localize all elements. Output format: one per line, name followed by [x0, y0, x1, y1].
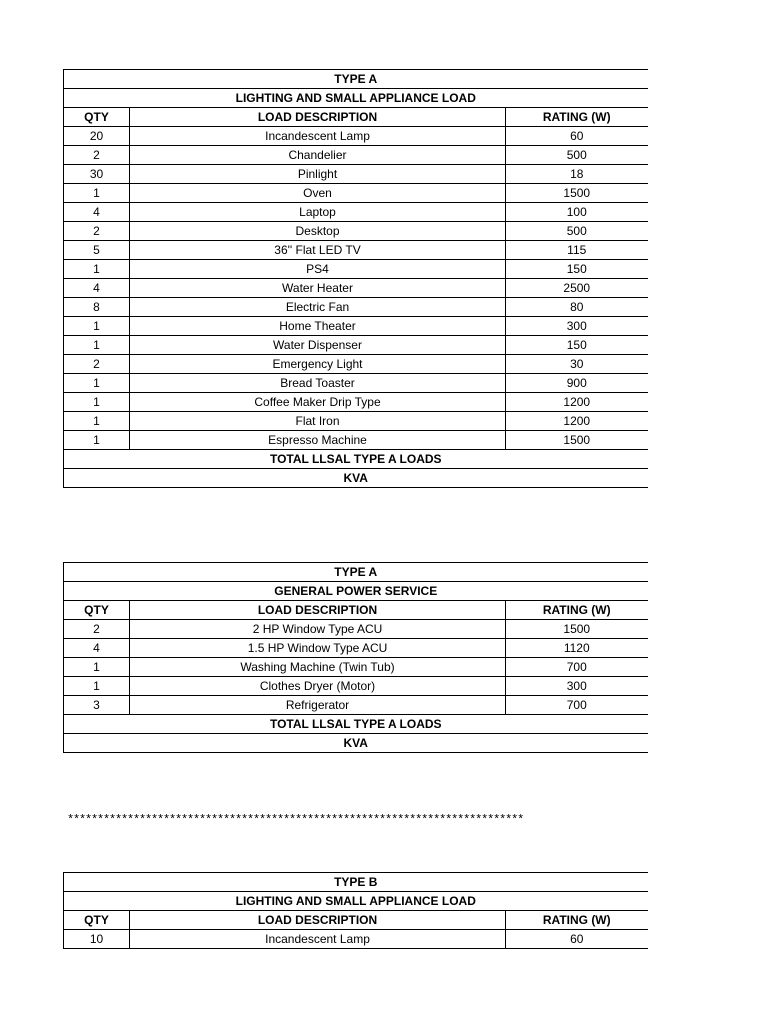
rating-cell: 500	[506, 222, 648, 241]
description-cell: Laptop	[130, 203, 506, 222]
table-row	[64, 279, 648, 298]
column-header-description: LOAD DESCRIPTION	[130, 911, 506, 930]
table-row	[64, 412, 648, 431]
rating-cell: 300	[506, 677, 648, 696]
column-header-qty: QTY	[64, 108, 130, 127]
table-row	[64, 298, 648, 317]
column-header-qty: QTY	[64, 911, 130, 930]
qty-cell: 1	[64, 412, 130, 431]
column-header-row	[64, 911, 648, 930]
qty-cell: 1	[64, 658, 130, 677]
description-cell: Oven	[130, 184, 506, 203]
table-row	[64, 639, 648, 658]
rating-cell: 1500	[506, 620, 648, 639]
load-table-type-a-lighting	[63, 69, 648, 488]
description-cell: Pinlight	[130, 165, 506, 184]
table-row	[64, 165, 648, 184]
description-cell: Washing Machine (Twin Tub)	[130, 658, 506, 677]
table-footer-row	[64, 450, 648, 469]
qty-cell: 3	[64, 696, 130, 715]
qty-cell: 1	[64, 374, 130, 393]
qty-cell: 1	[64, 336, 130, 355]
rating-cell: 1500	[506, 184, 648, 203]
rating-cell: 1200	[506, 393, 648, 412]
column-header-rating: RATING (W)	[506, 601, 648, 620]
table-footer-row	[64, 715, 648, 734]
table-row	[64, 146, 648, 165]
rating-cell: 300	[506, 317, 648, 336]
rating-cell: 150	[506, 260, 648, 279]
rating-cell: 1200	[506, 412, 648, 431]
rating-cell: 1120	[506, 639, 648, 658]
description-cell: Home Theater	[130, 317, 506, 336]
rating-cell: 700	[506, 658, 648, 677]
column-header-row	[64, 108, 648, 127]
qty-cell: 1	[64, 393, 130, 412]
description-cell: Electric Fan	[130, 298, 506, 317]
kva-label: KVA	[64, 734, 648, 753]
table-row	[64, 260, 648, 279]
description-cell: Chandelier	[130, 146, 506, 165]
rating-cell: 900	[506, 374, 648, 393]
description-cell: Incandescent Lamp	[130, 127, 506, 146]
rating-cell: 115	[506, 241, 648, 260]
total-loads-label: TOTAL LLSAL TYPE A LOADS	[64, 715, 648, 734]
qty-cell: 1	[64, 260, 130, 279]
description-cell: Incandescent Lamp	[130, 930, 506, 949]
description-cell: Water Dispenser	[130, 336, 506, 355]
table-row	[64, 355, 648, 374]
rating-cell: 60	[506, 930, 648, 949]
table-footer-row	[64, 734, 648, 753]
table-title-row	[64, 70, 648, 89]
table-row	[64, 696, 648, 715]
table-row	[64, 393, 648, 412]
total-loads-label: TOTAL LLSAL TYPE A LOADS	[64, 450, 648, 469]
column-header-row	[64, 601, 648, 620]
rating-cell: 2500	[506, 279, 648, 298]
table-title: TYPE B	[64, 873, 648, 892]
table-row	[64, 317, 648, 336]
description-cell: Coffee Maker Drip Type	[130, 393, 506, 412]
qty-cell: 2	[64, 146, 130, 165]
description-cell: 36'' Flat LED TV	[130, 241, 506, 260]
table-row	[64, 241, 648, 260]
table-title-row	[64, 873, 648, 892]
table-row	[64, 374, 648, 393]
qty-cell: 5	[64, 241, 130, 260]
description-cell: Espresso Machine	[130, 431, 506, 450]
qty-cell: 8	[64, 298, 130, 317]
qty-cell: 4	[64, 279, 130, 298]
table-subtitle-row	[64, 89, 648, 108]
table-row	[64, 677, 648, 696]
description-cell: Bread Toaster	[130, 374, 506, 393]
description-cell: Refrigerator	[130, 696, 506, 715]
column-header-rating: RATING (W)	[506, 911, 648, 930]
qty-cell: 1	[64, 317, 130, 336]
qty-cell: 2	[64, 222, 130, 241]
rating-cell: 700	[506, 696, 648, 715]
qty-cell: 1	[64, 677, 130, 696]
rating-cell: 500	[506, 146, 648, 165]
description-cell: Water Heater	[130, 279, 506, 298]
table-row	[64, 127, 648, 146]
rating-cell: 18	[506, 165, 648, 184]
description-cell: 1.5 HP Window Type ACU	[130, 639, 506, 658]
column-header-rating: RATING (W)	[506, 108, 648, 127]
table-title-row	[64, 563, 648, 582]
qty-cell: 1	[64, 431, 130, 450]
table-body	[64, 563, 648, 753]
table-body	[64, 70, 648, 488]
rating-cell: 150	[506, 336, 648, 355]
table-row	[64, 930, 648, 949]
table-title: TYPE A	[64, 70, 648, 89]
table-subtitle-row	[64, 892, 648, 911]
table-subtitle-row	[64, 582, 648, 601]
table-subtitle: GENERAL POWER SERVICE	[64, 582, 648, 601]
column-header-qty: QTY	[64, 601, 130, 620]
qty-cell: 20	[64, 127, 130, 146]
column-header-description: LOAD DESCRIPTION	[130, 601, 506, 620]
load-table-type-b-lighting	[63, 872, 648, 949]
table-body	[64, 873, 648, 949]
table-title: TYPE A	[64, 563, 648, 582]
qty-cell: 4	[64, 203, 130, 222]
load-table-type-a-general-power	[63, 562, 648, 753]
qty-cell: 1	[64, 184, 130, 203]
description-cell: Desktop	[130, 222, 506, 241]
rating-cell: 80	[506, 298, 648, 317]
rating-cell: 30	[506, 355, 648, 374]
description-cell: Emergency Light	[130, 355, 506, 374]
kva-label: KVA	[64, 469, 648, 488]
table-footer-row	[64, 469, 648, 488]
qty-cell: 2	[64, 355, 130, 374]
qty-cell: 10	[64, 930, 130, 949]
description-cell: 2 HP Window Type ACU	[130, 620, 506, 639]
table-row	[64, 203, 648, 222]
table-row	[64, 222, 648, 241]
rating-cell: 60	[506, 127, 648, 146]
table-row	[64, 431, 648, 450]
table-row	[64, 184, 648, 203]
rating-cell: 100	[506, 203, 648, 222]
table-row	[64, 658, 648, 677]
description-cell: Flat Iron	[130, 412, 506, 431]
table-subtitle: LIGHTING AND SMALL APPLIANCE LOAD	[64, 89, 648, 108]
column-header-description: LOAD DESCRIPTION	[130, 108, 506, 127]
table-row	[64, 620, 648, 639]
qty-cell: 4	[64, 639, 130, 658]
asterisk-separator: ****************************************************************************	[67, 813, 524, 827]
rating-cell: 1500	[506, 431, 648, 450]
table-subtitle: LIGHTING AND SMALL APPLIANCE LOAD	[64, 892, 648, 911]
qty-cell: 30	[64, 165, 130, 184]
qty-cell: 2	[64, 620, 130, 639]
description-cell: Clothes Dryer (Motor)	[130, 677, 506, 696]
table-row	[64, 336, 648, 355]
description-cell: PS4	[130, 260, 506, 279]
